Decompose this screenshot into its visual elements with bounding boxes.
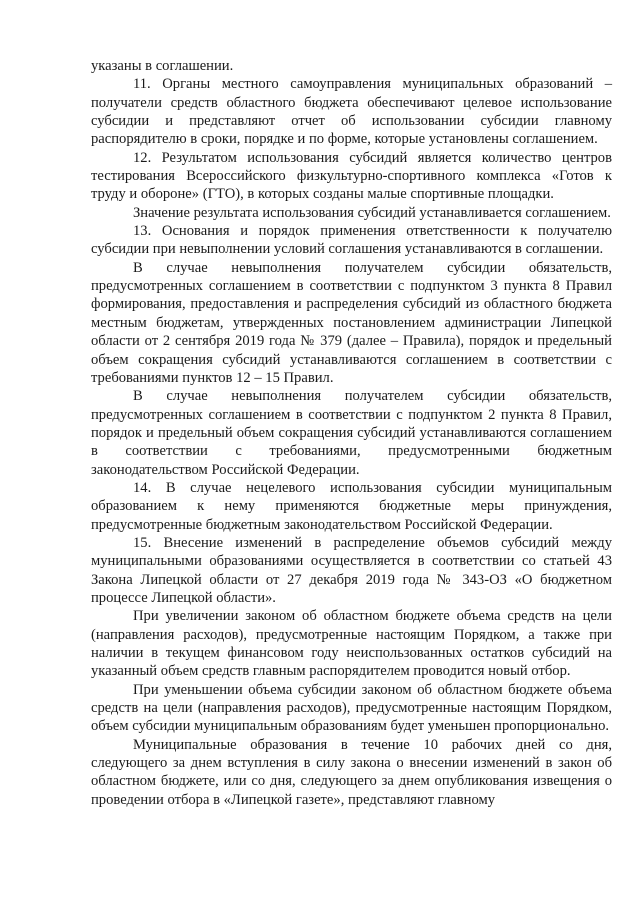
- paragraph-obligations-2: В случае невыполнения получателем субсидии обязательств, предусмотренных соглашением в соответствии с подпунктом 2 пункта 8 Правил, порядок и предельный объем сокращения субсидий устанавливаются соглашением в соответствии с требованиями, предусмотренными бюджетным законодательством Российской Федерации.: [91, 388, 612, 478]
- paragraph-item-12: 12. Результатом использования субсидий является количество центров тестирования Всероссийского физкультурно-спортивного комплекса «Готов к труду и обороне» (ГТО), в которых созданы малые спортивные площадки.: [91, 149, 612, 203]
- paragraph-item-13: 13. Основания и порядок применения ответственности к получателю субсидии при невыполнении условий соглашения устанавливаются в соглашении.: [91, 223, 612, 258]
- paragraph-increase: При увеличении законом об областном бюджете объема средств на цели (направления расходов), предусмотренные настоящим Порядком, а также при наличии в текущем финансовом году неиспользованных остатков субсидий на указанный объем средств главным распорядителем проводится новый отбор.: [91, 608, 612, 680]
- paragraph-result-value: Значение результата использования субсидий устанавливается соглашением.: [133, 204, 611, 221]
- paragraph-item-14: 14. В случае нецелевого использования субсидии муниципальным образованием к нему применяются бюджетные меры принуждения, предусмотренные бюджетным законодательством Российской Федерации.: [91, 479, 612, 533]
- paragraph-decrease: При уменьшении объема субсидии законом об областном бюджете объема средств на цели (направления расходов), предусмотренные настоящим Порядком, объем субсидии муниципальным образованиям будет уменьшен пропорционально.: [91, 681, 612, 735]
- paragraph-item-15: 15. Внесение изменений в распределение объемов субсидий между муниципальными образованиями осуществляется в соответствии со статьей 43 Закона Липецкой области от 27 декабря 2019 года № 343-ОЗ «О бюджетном процессе Липецкой области».: [91, 534, 612, 606]
- paragraph-item-11: 11. Органы местного самоуправления муниципальных образований – получатели средств областного бюджета обеспечивают целевое использование субсидии и представляют отчет об использовании субсидии главному распорядителю в сроки, порядке и по форме, которые установлены соглашением.: [91, 76, 612, 148]
- paragraph-municipal-submission: Муниципальные образования в течение 10 рабочих дней со дня, следующего за днем вступления в силу закона о внесении изменений в закон об областном бюджете, или со дня, следующего за днем опубликования извещения о проведении отбора в «Липецкой газете», представляют главному: [91, 736, 612, 808]
- paragraph-obligations-3: В случае невыполнения получателем субсидии обязательств, предусмотренных соглашением в соответствии с подпунктом 3 пункта 8 Правил формирования, предоставления и распределения субсидий из областного бюджета местным бюджетам, утвержденных постановлением администрации Липецкой области от 2 сентября 2019 года № 379 (далее – Правила), порядок и предельный объем сокращения субсидий устанавливаются соглашением в соответствии с требованиями пунктов 12 – 15 Правил.: [91, 259, 612, 386]
- document-body: [91, 57, 612, 809]
- paragraph-continuation: указаны в соглашении.: [91, 58, 234, 74]
